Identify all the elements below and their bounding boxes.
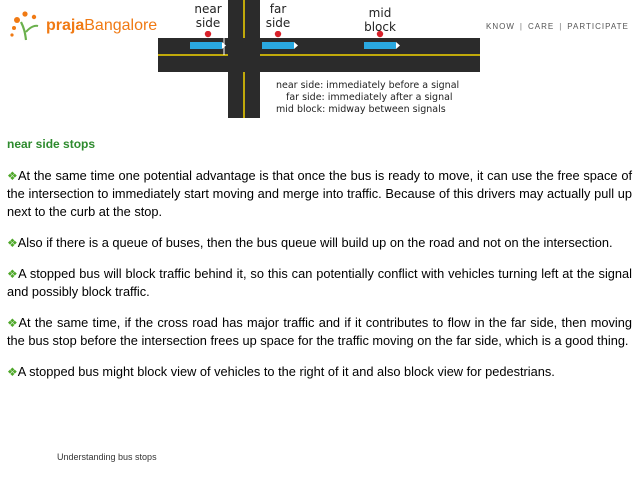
paragraph-text: At the same time, if the cross road has major traffic and if it contributes to flow in the far side, then moving the bus stop before the intersection frees up space for the traffic moving on the far side, which is a good thing. <box>7 315 632 348</box>
paragraph <box>7 167 632 221</box>
diamond-cluster-bullet-icon: ❖ <box>7 365 18 379</box>
bus-near-side <box>190 42 226 49</box>
paragraph <box>7 234 632 252</box>
tagline-separator: | <box>559 22 563 31</box>
bus-far-side <box>262 42 298 49</box>
far-side-label-line2: side <box>265 16 291 30</box>
bus-mid-block <box>364 42 400 49</box>
brand-name <box>46 17 157 35</box>
brand-name-rest: Bangalore <box>84 17 158 34</box>
paragraph <box>7 314 632 350</box>
paragraph-text: At the same time one potential advantage is that once the bus is ready to move, it can use the free space of the intersection to immediately start moving and merge into traffic. Because of this drivers may actually pull up next to the curb at the stop. <box>7 168 632 219</box>
tagline-know: KNOW <box>486 22 515 31</box>
paragraph <box>7 265 632 301</box>
paragraph-text: Also if there is a queue of buses, then the bus queue will build up on the road and not on the intersection. <box>17 235 613 250</box>
tagline <box>486 22 629 31</box>
near-side-label-line2: side <box>195 16 221 30</box>
mid-block-label-line1: mid <box>368 6 392 20</box>
body-text <box>7 167 632 394</box>
legend-near-side: near side: immediately before a signal <box>276 80 460 91</box>
praja-logo-icon <box>8 8 42 42</box>
slide-footer: Understanding bus stops <box>57 452 157 462</box>
far-side-stop-marker <box>275 31 281 37</box>
praja-bangalore-logo <box>8 8 158 42</box>
bus-stop-location-diagram <box>158 0 480 118</box>
legend-mid-block: mid block: midway between signals <box>276 104 446 115</box>
near-side-label-line1: near <box>194 2 222 16</box>
paragraph-text: A stopped bus might block view of vehicles to the right of it and also block view for pedestrians. <box>17 364 555 379</box>
tagline-participate: PARTICIPATE <box>567 22 629 31</box>
paragraph <box>7 363 632 381</box>
brand-name-bold: praja <box>46 17 85 34</box>
near-side-stop-marker <box>205 31 211 37</box>
tagline-separator: | <box>519 22 523 31</box>
far-side-label-line1: far <box>269 2 287 16</box>
diamond-cluster-bullet-icon: ❖ <box>7 236 18 250</box>
legend-far-side: far side: immediately after a signal <box>286 92 453 103</box>
diamond-cluster-bullet-icon: ❖ <box>7 316 19 330</box>
diamond-cluster-bullet-icon: ❖ <box>7 267 19 281</box>
tagline-care: CARE <box>527 22 555 31</box>
paragraph-text: A stopped bus will block traffic behind it, so this can potentially conflict with vehicles turning left at the signal and possibly block traffic. <box>7 266 632 299</box>
mid-block-label-line2: block <box>364 20 396 34</box>
diamond-cluster-bullet-icon: ❖ <box>7 169 18 183</box>
section-heading: near side stops <box>7 137 96 151</box>
